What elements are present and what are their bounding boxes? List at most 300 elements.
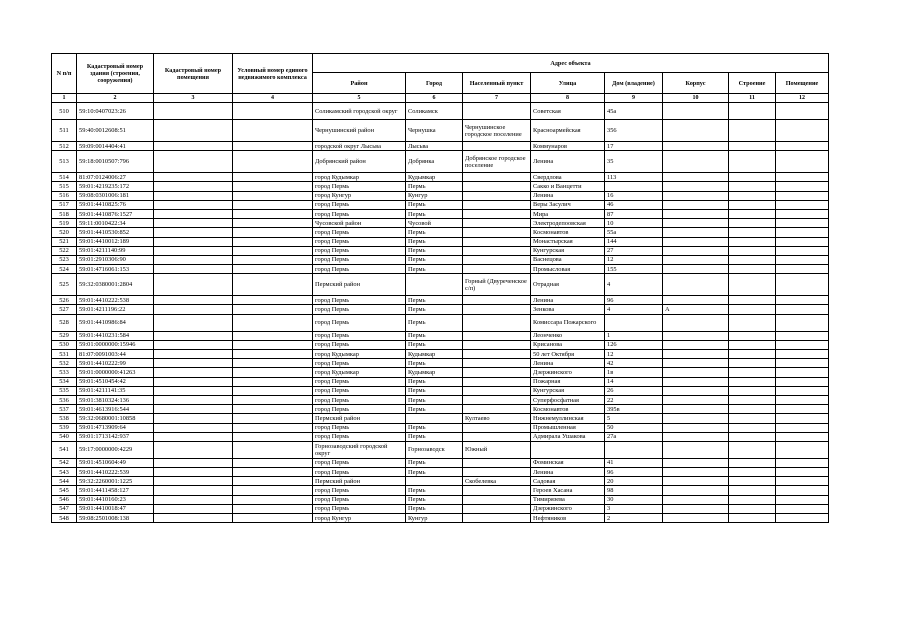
locality-cell <box>463 265 531 274</box>
city-cell: Кунгур <box>406 514 463 523</box>
row-number: 513 <box>52 151 77 173</box>
table-row <box>52 423 829 432</box>
city-cell: Кудымкар <box>406 368 463 377</box>
row-number: 529 <box>52 331 77 340</box>
district-cell: город Пермь <box>313 386 406 395</box>
city-cell: Пермь <box>406 432 463 441</box>
row-number: 510 <box>52 103 77 120</box>
city-cell: Пермь <box>406 305 463 314</box>
conditional-number <box>233 423 313 432</box>
cadastral-number: 59:32:0680001:10858 <box>77 414 154 423</box>
locality-cell <box>463 495 531 504</box>
conditional-number <box>233 441 313 458</box>
room-cell <box>776 209 829 218</box>
street-cell: Нефтяников <box>531 514 605 523</box>
house-cell: 26 <box>605 386 663 395</box>
table-row <box>52 103 829 120</box>
korpus-cell <box>663 504 729 513</box>
cadastral-number: 59:01:4211141:35 <box>77 386 154 395</box>
building-cell <box>729 441 776 458</box>
cadastral-number: 59:01:0000000:15946 <box>77 340 154 349</box>
street-cell: Коммунаров <box>531 142 605 151</box>
district-cell: Пермский район <box>313 477 406 486</box>
city-cell: Пермь <box>406 359 463 368</box>
street-cell: Советская <box>531 103 605 120</box>
cadastral-number: 59:01:4410876:1527 <box>77 209 154 218</box>
house-cell: 1в <box>605 368 663 377</box>
building-cell <box>729 340 776 349</box>
column-number-row <box>52 94 829 103</box>
conditional-number <box>233 228 313 237</box>
cadastral-number: 59:01:4211196:22 <box>77 305 154 314</box>
cadastral-number: 59:01:4410231:584 <box>77 331 154 340</box>
room-cell <box>776 504 829 513</box>
city-cell: Пермь <box>406 340 463 349</box>
row-number: 548 <box>52 514 77 523</box>
korpus-cell <box>663 486 729 495</box>
building-cell <box>729 432 776 441</box>
building-cell <box>729 246 776 255</box>
room-cell <box>776 486 829 495</box>
cadastral-number: 59:01:4211140:99 <box>77 246 154 255</box>
table-row <box>52 386 829 395</box>
korpus-cell <box>663 331 729 340</box>
cadastral-room <box>154 142 233 151</box>
district-cell: город Кудымкар <box>313 368 406 377</box>
house-cell: 16 <box>605 191 663 200</box>
street-cell: Кунгурская <box>531 386 605 395</box>
room-cell <box>776 405 829 414</box>
street-cell: Ленина <box>531 359 605 368</box>
cadastral-room <box>154 423 233 432</box>
room-cell <box>776 495 829 504</box>
street-cell: Сакко и Ванцетти <box>531 182 605 191</box>
city-cell <box>406 414 463 423</box>
district-cell: Пермский район <box>313 274 406 296</box>
table-row <box>52 414 829 423</box>
locality-cell: Чернушинское городское поселение <box>463 120 531 142</box>
conditional-number <box>233 458 313 467</box>
street-cell: Отрадная <box>531 274 605 296</box>
house-cell: 1 <box>605 331 663 340</box>
street-cell: Зенкова <box>531 305 605 314</box>
korpus-cell <box>663 441 729 458</box>
city-cell: Добрянка <box>406 151 463 173</box>
row-number: 533 <box>52 368 77 377</box>
city-cell: Соликамск <box>406 103 463 120</box>
header-cadastral-building: Кадастровый номер здания (строения, сооружения) <box>77 54 154 94</box>
table-row <box>52 395 829 404</box>
street-cell: Леонченко <box>531 331 605 340</box>
district-cell: город Пермь <box>313 200 406 209</box>
building-cell <box>729 151 776 173</box>
house-cell: 42 <box>605 359 663 368</box>
header-korpus: Корпус <box>663 73 729 94</box>
korpus-cell <box>663 274 729 296</box>
city-cell: Пермь <box>406 255 463 264</box>
district-cell: город Кудымкар <box>313 350 406 359</box>
header-city: Город <box>406 73 463 94</box>
room-cell <box>776 219 829 228</box>
locality-cell <box>463 377 531 386</box>
building-cell <box>729 191 776 200</box>
building-cell <box>729 296 776 305</box>
korpus-cell <box>663 191 729 200</box>
cadastral-number: 59:01:1713142:937 <box>77 432 154 441</box>
cadastral-room <box>154 209 233 218</box>
locality-cell <box>463 255 531 264</box>
locality-cell <box>463 386 531 395</box>
room-cell <box>776 265 829 274</box>
city-cell: Пермь <box>406 246 463 255</box>
conditional-number <box>233 151 313 173</box>
table-row <box>52 246 829 255</box>
building-cell <box>729 377 776 386</box>
column-number: 7 <box>463 94 531 103</box>
cadastral-number: 59:01:0000000:41263 <box>77 368 154 377</box>
row-number: 526 <box>52 296 77 305</box>
city-cell <box>406 477 463 486</box>
table-row <box>52 377 829 386</box>
room-cell <box>776 331 829 340</box>
locality-cell <box>463 305 531 314</box>
street-cell: 50 лет Октября <box>531 350 605 359</box>
table-row <box>52 514 829 523</box>
house-cell: 50 <box>605 423 663 432</box>
cadastral-number: 59:01:4410222:538 <box>77 296 154 305</box>
street-cell: Ленина <box>531 468 605 477</box>
street-cell: Космонавтов <box>531 228 605 237</box>
cadastral-number: 59:01:4410222:539 <box>77 468 154 477</box>
table-row <box>52 182 829 191</box>
building-cell <box>729 468 776 477</box>
conditional-number <box>233 331 313 340</box>
district-cell: город Пермь <box>313 405 406 414</box>
conditional-number <box>233 209 313 218</box>
korpus-cell <box>663 173 729 182</box>
building-cell <box>729 305 776 314</box>
room-cell <box>776 414 829 423</box>
room-cell <box>776 305 829 314</box>
house-cell: 41 <box>605 458 663 467</box>
table-row <box>52 340 829 349</box>
locality-cell <box>463 423 531 432</box>
room-cell <box>776 142 829 151</box>
house-cell: 35 <box>605 151 663 173</box>
house-cell: 12 <box>605 255 663 264</box>
building-cell <box>729 405 776 414</box>
house-cell: 14 <box>605 377 663 386</box>
korpus-cell <box>663 314 729 331</box>
korpus-cell <box>663 458 729 467</box>
table-row <box>52 441 829 458</box>
row-number: 519 <box>52 219 77 228</box>
cadastral-room <box>154 395 233 404</box>
cadastral-number: 59:01:4713909:64 <box>77 423 154 432</box>
row-number: 531 <box>52 350 77 359</box>
building-cell <box>729 274 776 296</box>
street-cell: Электродепоовская <box>531 219 605 228</box>
building-cell <box>729 514 776 523</box>
column-number: 6 <box>406 94 463 103</box>
district-cell: Добрянский район <box>313 151 406 173</box>
table-row <box>52 350 829 359</box>
city-cell: Пермь <box>406 495 463 504</box>
table-row <box>52 504 829 513</box>
building-cell <box>729 219 776 228</box>
table-body <box>52 103 829 523</box>
column-number: 8 <box>531 94 605 103</box>
locality-cell <box>463 237 531 246</box>
locality-cell <box>463 103 531 120</box>
street-cell <box>531 441 605 458</box>
room-cell <box>776 246 829 255</box>
street-cell: Дзержинского <box>531 504 605 513</box>
cadastral-room <box>154 219 233 228</box>
city-cell: Пермь <box>406 296 463 305</box>
locality-cell <box>463 200 531 209</box>
street-cell: Монастырская <box>531 237 605 246</box>
cadastral-number: 59:01:4411458:127 <box>77 486 154 495</box>
conditional-number <box>233 386 313 395</box>
table-row <box>52 228 829 237</box>
row-number: 528 <box>52 314 77 331</box>
row-number: 511 <box>52 120 77 142</box>
cadastral-number: 59:01:4410986:84 <box>77 314 154 331</box>
street-cell: Комиссара Пожарского <box>531 314 605 331</box>
cadastral-room <box>154 495 233 504</box>
house-cell: 55а <box>605 228 663 237</box>
city-cell: Пермь <box>406 486 463 495</box>
cadastral-number: 59:01:4613916:544 <box>77 405 154 414</box>
house-cell: 144 <box>605 237 663 246</box>
locality-cell <box>463 468 531 477</box>
table-row <box>52 142 829 151</box>
house-cell: 12 <box>605 350 663 359</box>
house-cell: 87 <box>605 209 663 218</box>
room-cell <box>776 458 829 467</box>
table-row <box>52 368 829 377</box>
street-cell: Свердлова <box>531 173 605 182</box>
table-row <box>52 305 829 314</box>
locality-cell <box>463 340 531 349</box>
room-cell <box>776 423 829 432</box>
room-cell <box>776 274 829 296</box>
korpus-cell <box>663 246 729 255</box>
building-cell <box>729 173 776 182</box>
cadastral-number: 59:01:4410160:23 <box>77 495 154 504</box>
city-cell: Пермь <box>406 423 463 432</box>
room-cell <box>776 296 829 305</box>
district-cell: город Кунгур <box>313 514 406 523</box>
header-address: Адрес объекта <box>313 54 829 73</box>
house-cell: 20 <box>605 477 663 486</box>
row-number: 525 <box>52 274 77 296</box>
row-number: 517 <box>52 200 77 209</box>
house-cell: 96 <box>605 296 663 305</box>
room-cell <box>776 200 829 209</box>
cadastral-number: 59:17:0000000:4229 <box>77 441 154 458</box>
street-cell: Ленина <box>531 151 605 173</box>
street-cell: Веры Засулич <box>531 200 605 209</box>
city-cell: Пермь <box>406 405 463 414</box>
house-cell: 113 <box>605 173 663 182</box>
header-house: Дом (владение) <box>605 73 663 94</box>
room-cell <box>776 386 829 395</box>
conditional-number <box>233 477 313 486</box>
locality-cell: Южный <box>463 441 531 458</box>
cadastral-number: 59:11:0010422:34 <box>77 219 154 228</box>
korpus-cell <box>663 120 729 142</box>
table-row <box>52 120 829 142</box>
cadastral-room <box>154 331 233 340</box>
building-cell <box>729 477 776 486</box>
house-cell: 2 <box>605 514 663 523</box>
cadastral-number: 59:08:2501008:138 <box>77 514 154 523</box>
cadastral-number: 59:01:4410530:852 <box>77 228 154 237</box>
korpus-cell <box>663 182 729 191</box>
district-cell: город Кудымкар <box>313 173 406 182</box>
building-cell <box>729 458 776 467</box>
korpus-cell <box>663 340 729 349</box>
district-cell: Чусовской район <box>313 219 406 228</box>
table-row <box>52 200 829 209</box>
conditional-number <box>233 296 313 305</box>
table-row <box>52 265 829 274</box>
conditional-number <box>233 237 313 246</box>
row-number: 530 <box>52 340 77 349</box>
cadastral-number: 59:18:0010507:796 <box>77 151 154 173</box>
table-row <box>52 191 829 200</box>
row-number: 536 <box>52 395 77 404</box>
column-number: 1 <box>52 94 77 103</box>
building-cell <box>729 395 776 404</box>
locality-cell <box>463 368 531 377</box>
cadastral-room <box>154 246 233 255</box>
table-row <box>52 359 829 368</box>
building-cell <box>729 495 776 504</box>
cadastral-number: 81:07:0124006:27 <box>77 173 154 182</box>
header-building: Строение <box>729 73 776 94</box>
korpus-cell <box>663 414 729 423</box>
korpus-cell <box>663 142 729 151</box>
conditional-number <box>233 432 313 441</box>
column-number: 12 <box>776 94 829 103</box>
korpus-cell <box>663 255 729 264</box>
room-cell <box>776 173 829 182</box>
table-row <box>52 495 829 504</box>
cadastral-number: 59:01:4410222:99 <box>77 359 154 368</box>
cadastral-number: 59:09:0014404:41 <box>77 142 154 151</box>
district-cell: город Пермь <box>313 246 406 255</box>
cadastral-room <box>154 103 233 120</box>
table-row <box>52 405 829 414</box>
cadastral-room <box>154 296 233 305</box>
cadastral-room <box>154 514 233 523</box>
cadastral-room <box>154 151 233 173</box>
column-number: 2 <box>77 94 154 103</box>
house-cell: 4 <box>605 274 663 296</box>
district-cell: город Пермь <box>313 340 406 349</box>
row-number: 547 <box>52 504 77 513</box>
district-cell: Чернушинский район <box>313 120 406 142</box>
city-cell: Пермь <box>406 265 463 274</box>
street-cell: Промысловая <box>531 265 605 274</box>
locality-cell <box>463 314 531 331</box>
column-number: 10 <box>663 94 729 103</box>
locality-cell <box>463 458 531 467</box>
table-row <box>52 331 829 340</box>
cadastral-room <box>154 182 233 191</box>
header-locality: Населенный пункт <box>463 73 531 94</box>
cadastral-room <box>154 405 233 414</box>
header-room: Помещение <box>776 73 829 94</box>
column-number: 3 <box>154 94 233 103</box>
room-cell <box>776 377 829 386</box>
column-number: 4 <box>233 94 313 103</box>
table-row <box>52 255 829 264</box>
district-cell: город Пермь <box>313 265 406 274</box>
korpus-cell <box>663 395 729 404</box>
conditional-number <box>233 486 313 495</box>
cadastral-room <box>154 305 233 314</box>
row-number: 541 <box>52 441 77 458</box>
locality-cell <box>463 209 531 218</box>
district-cell: Соликамский городской округ <box>313 103 406 120</box>
row-number: 544 <box>52 477 77 486</box>
district-cell: город Пермь <box>313 359 406 368</box>
row-number: 514 <box>52 173 77 182</box>
city-cell: Пермь <box>406 182 463 191</box>
row-number: 518 <box>52 209 77 218</box>
locality-cell <box>463 405 531 414</box>
city-cell: Лысьва <box>406 142 463 151</box>
header-num: N п/п <box>52 54 77 94</box>
house-cell: 356 <box>605 120 663 142</box>
conditional-number <box>233 468 313 477</box>
house-cell: 27 <box>605 246 663 255</box>
house-cell <box>605 441 663 458</box>
room-cell <box>776 103 829 120</box>
conditional-number <box>233 265 313 274</box>
conditional-number <box>233 182 313 191</box>
district-cell: город Пермь <box>313 314 406 331</box>
korpus-cell <box>663 237 729 246</box>
cadastral-room <box>154 350 233 359</box>
building-cell <box>729 255 776 264</box>
building-cell <box>729 504 776 513</box>
header-district: Район <box>313 73 406 94</box>
street-cell: Ленина <box>531 296 605 305</box>
street-cell: Космонавтов <box>531 405 605 414</box>
korpus-cell <box>663 151 729 173</box>
room-cell <box>776 395 829 404</box>
cadastral-number: 59:32:2260001:1225 <box>77 477 154 486</box>
house-cell: 5 <box>605 414 663 423</box>
table-row <box>52 219 829 228</box>
house-cell: 4 <box>605 305 663 314</box>
house-cell: 3 <box>605 504 663 513</box>
building-cell <box>729 237 776 246</box>
cadastral-number: 59:01:4410825:76 <box>77 200 154 209</box>
house-cell: 22 <box>605 395 663 404</box>
district-cell: город Пермь <box>313 255 406 264</box>
conditional-number <box>233 274 313 296</box>
locality-cell <box>463 142 531 151</box>
header-conditional-number: Условный номер единого недвижимого комплекса <box>233 54 313 94</box>
house-cell: 155 <box>605 265 663 274</box>
row-number: 512 <box>52 142 77 151</box>
